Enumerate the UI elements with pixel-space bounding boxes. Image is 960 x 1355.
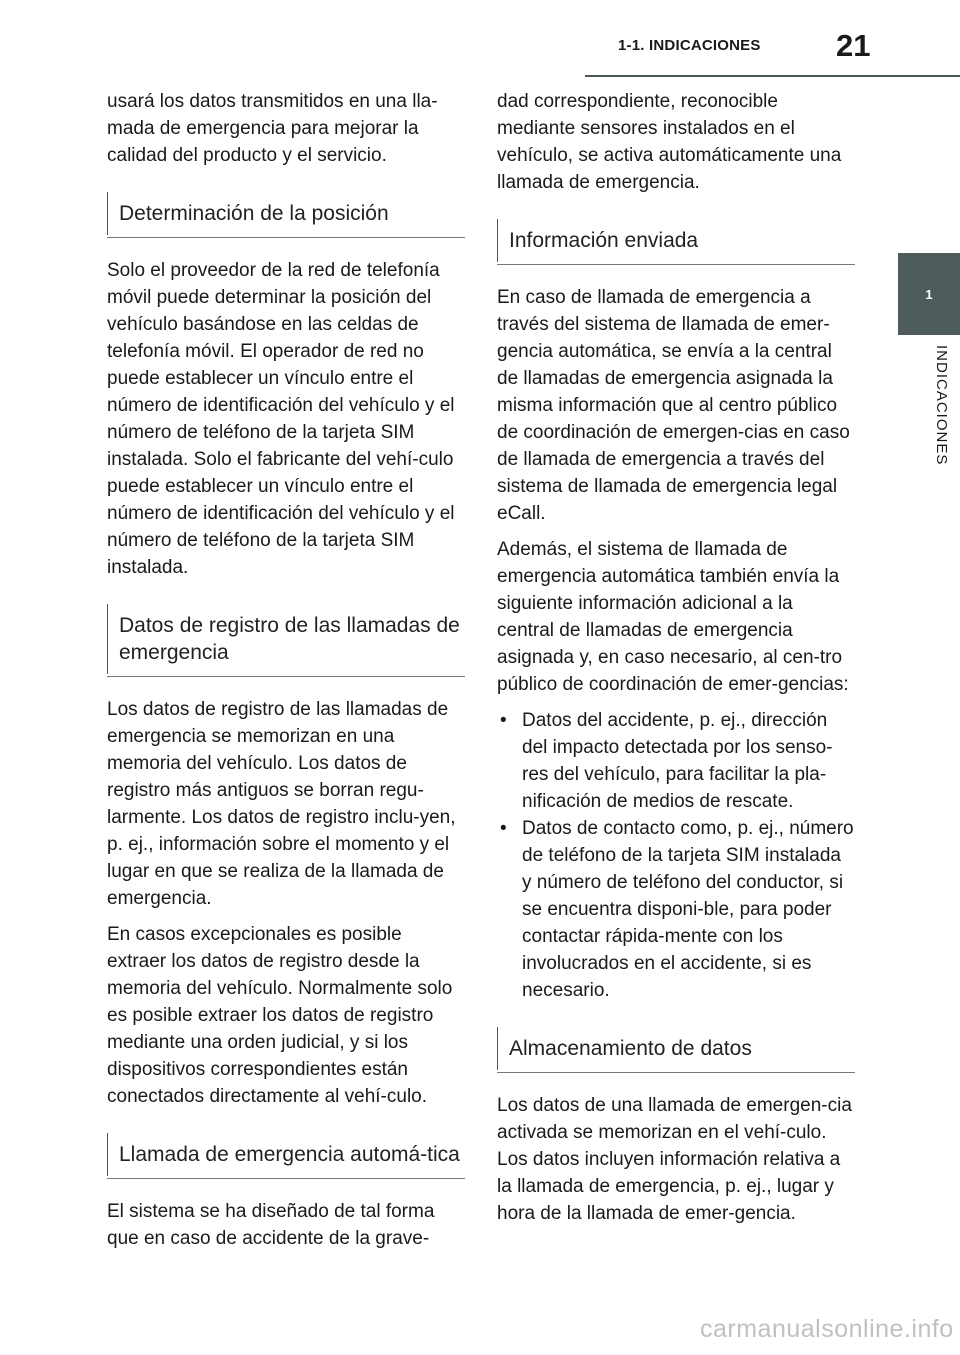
- watermark: carmanualsonline.info: [700, 1315, 954, 1343]
- list-item: • Datos del accidente, p. ej., dirección del impacto detectada por los senso-res del vehículo, para facilitar la pla-nificación de medios de rescate.: [497, 707, 855, 815]
- header-divider: [585, 75, 960, 77]
- paragraph: Además, el sistema de llamada de emergencia automática también envía la siguiente información adicional a la central de llamadas de emergencia asignada y, en caso necesario, al cen-tro público de coordinación de emer-gencias:: [497, 539, 849, 695]
- chapter-tab: [898, 253, 960, 335]
- left-column: [107, 88, 465, 1261]
- paragraph: Los datos de una llamada de emergen-cia activada se memorizan en el vehí-culo. Los datos incluyen información relativa a la llamada de emergencia, p. ej., lugar y hora de la llamada de emer-gencia.: [497, 1095, 852, 1224]
- section-heading: Determinación de la posición: [107, 192, 465, 235]
- section-heading: Información enviada: [497, 219, 855, 262]
- chapter-number: 1: [925, 286, 933, 302]
- paragraph: dad correspondiente, reconocible mediante sensores instalados en el vehículo, se activa automáticamente una llamada de emergencia.: [497, 91, 842, 193]
- paragraph: En caso de llamada de emergencia a través del sistema de llamada de emer-gencia automática, se envía a la central de llamadas de emergencia asignada la misma información que al centro público de coordinación de emergen-cias en caso de llamada de emergencia a través del sistema de llamada de emergencia legal eCall.: [497, 287, 850, 524]
- paragraph: usará los datos transmitidos en una lla-mada de emergencia para mejorar la calidad del producto y el servicio.: [107, 91, 438, 166]
- section-heading: Llamada de emergencia automá-tica: [107, 1133, 465, 1176]
- paragraph: En casos excepcionales es posible extraer los datos de registro desde la memoria del vehículo. Normalmente solo es posible extraer los datos de registro mediante una orden judicial, y si los dispositivos correspondientes están conectados directamente al vehí-culo.: [107, 924, 453, 1107]
- list-item: • Datos de contacto como, p. ej., número de teléfono de la tarjeta SIM instalada y número de teléfono del conductor, si se encuentra disponi-ble, para poder contactar rápida-mente con los involucrados en el accidente, si es necesario.: [497, 815, 855, 1004]
- paragraph: Los datos de registro de las llamadas de emergencia se memorizan en una memoria del vehículo. Los datos de registro más antiguos se borran regu-larmente. Los datos de registro inclu-yen, p. ej., información sobre el momento y el lugar en que se realiza de la llamada de emergencia.: [107, 699, 456, 909]
- paragraph: Solo el proveedor de la red de telefonía móvil puede determinar la posición del vehículo basándose en las celdas de telefonía móvil. El operador de red no puede establecer un vínculo entre el número de identificación del vehículo y el número de teléfono de la tarjeta SIM instalada. Solo el fabricante del vehí-culo puede establecer un vínculo entre el número de identificación del vehículo y el número de teléfono de la tarjeta SIM instalada.: [107, 260, 455, 578]
- section-title: 1-1. INDICACIONES: [618, 37, 761, 54]
- page-number: 21: [836, 28, 871, 63]
- paragraph: El sistema se ha diseñado de tal forma que en caso de accidente de la grave-: [107, 1201, 435, 1249]
- section-heading: Datos de registro de las llamadas de emergencia: [107, 604, 465, 674]
- chapter-label: INDICACIONES: [933, 345, 950, 466]
- right-column: [497, 88, 855, 1236]
- section-heading: Almacenamiento de datos: [497, 1027, 855, 1070]
- bullet-list: [497, 707, 855, 1004]
